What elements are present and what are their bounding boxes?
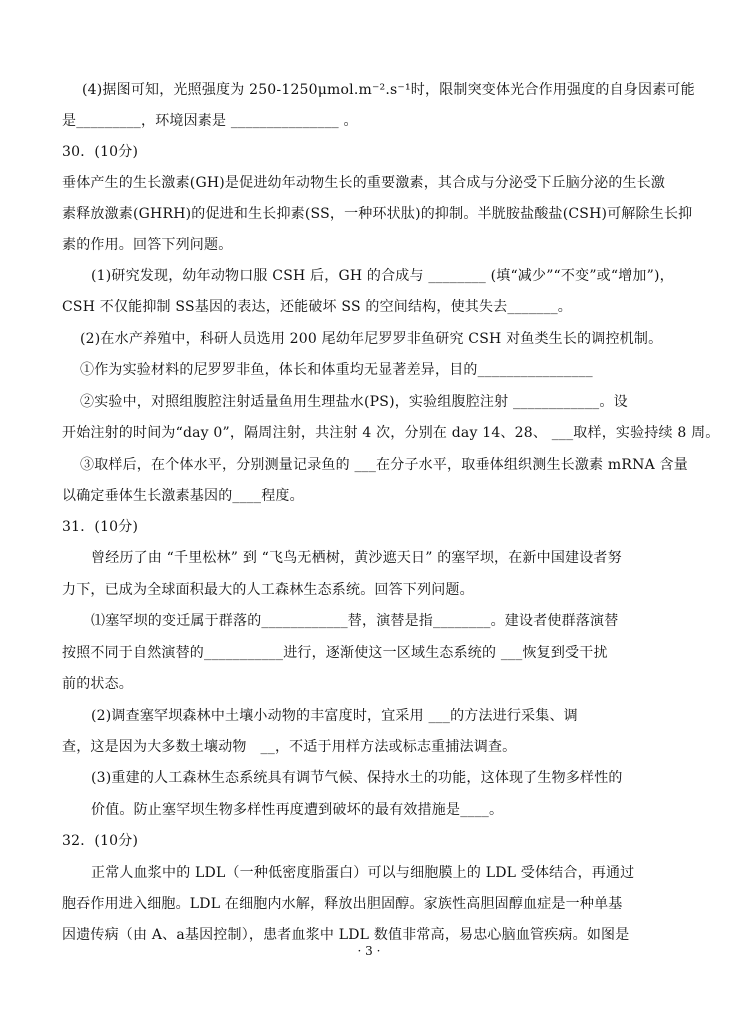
text-line: 力下，已成为全球面积最大的人工森林生态系统。回答下列问题。: [62, 582, 474, 598]
text-line: ②实验中，对照组腹腔注射适量鱼用生理盐水(PS)，实验组腹腔注射 ____________。设: [80, 394, 628, 410]
text-line: 正常人血浆中的 LDL（一种低密度脂蛋白）可以与细胞膜上的 LDL 受体结合，再通过: [91, 865, 635, 881]
text-line: 素的作用。回答下列问题。: [62, 237, 233, 253]
text-line: 查，这是因为大多数土壤动物 __，不适于用样方法或标志重捕法调查。: [62, 739, 517, 755]
text-line: 以确定垂体生长激素基因的____程度。: [62, 488, 304, 504]
text-line: 素释放激素(GHRH)的促进和生长抑素(SS，一种环状肽)的抑制。半胱胺盐酸盐(CSH)可解除生长抑: [62, 206, 693, 222]
section-heading: 30．(10分): [62, 144, 139, 160]
text-line: 价值。防止塞罕坝生物多样性再度遭到破坏的最有效措施是____。: [91, 802, 504, 818]
text-line: 按照不同于自然演替的___________进行，逐渐使这一区域生态系统的 ___恢复到受干扰: [62, 645, 608, 661]
text-line: (2)调查塞罕坝森林中土壤小动物的丰富度时，宜采用 ___的方法进行采集、调: [91, 708, 578, 724]
text-line: ③取样后，在个体水平，分别测量记录鱼的 ___在分子水平，取垂体组织测生长激素 mRNA 含量: [80, 457, 688, 473]
text-line: 是_________，环境因素是 _______________ 。: [62, 113, 358, 129]
text-line: 垂体产生的生长激素(GH)是促进幼年动物生长的重要激素，其合成与分泌受下丘脑分泌的生长激: [62, 175, 666, 191]
text-line: 曾经历了由 “千里松林” 到 “飞鸟无栖树，黄沙遮天日” 的塞罕坝，在新中国建设者努: [91, 550, 622, 566]
text-line: (1)研究发现，幼年动物口服 CSH 后，GH 的合成与 ________ (填“减少”“不变”或“增加”)，: [91, 268, 674, 284]
text-line: (3)重建的人工森林生态系统具有调节气候、保持水土的功能，这体现了生物多样性的: [91, 770, 623, 786]
text-line: (4)据图可知，光照强度为 250-1250μmol.m⁻².s⁻¹时，限制突变体光合作用强度的自身因素可能: [82, 82, 695, 98]
text-line: (2)在水产养殖中，科研人员选用 200 尾幼年尼罗罗非鱼研究 CSH 对鱼类生长的调控机制。: [80, 331, 663, 347]
text-line: 前的状态。: [62, 676, 133, 692]
section-heading: 32．(10分): [62, 833, 139, 849]
text-line: 胞吞作用进入细胞。LDL 在细胞内水解，释放出胆固醇。家族性高胆固醇血症是一种单基: [62, 896, 623, 912]
text-line: 开始注射的时间为“day 0”，隔周注射，共注射 4 次，分别在 day 14、28、 ___取样，实验持续 8 周。: [62, 425, 720, 441]
page-number: · 3 ·: [357, 944, 381, 958]
text-line: CSH 不仅能抑制 SS基因的表达，还能破坏 SS 的空间结构，使其失去_______。: [62, 299, 572, 315]
text-line: 因遗传病（由 A、a基因控制），患者血浆中 LDL 数值非常高，易忠心脑血管疾病。如图是: [62, 927, 630, 943]
text-line: ①作为实验材料的尼罗罗非鱼，体长和体重均无显著差异，目的________________: [80, 362, 593, 378]
text-line: ⑴塞罕坝的变迁属于群落的____________替，演替是指________。建设者使群落演替: [91, 613, 619, 629]
section-heading: 31．(10分): [62, 519, 139, 535]
